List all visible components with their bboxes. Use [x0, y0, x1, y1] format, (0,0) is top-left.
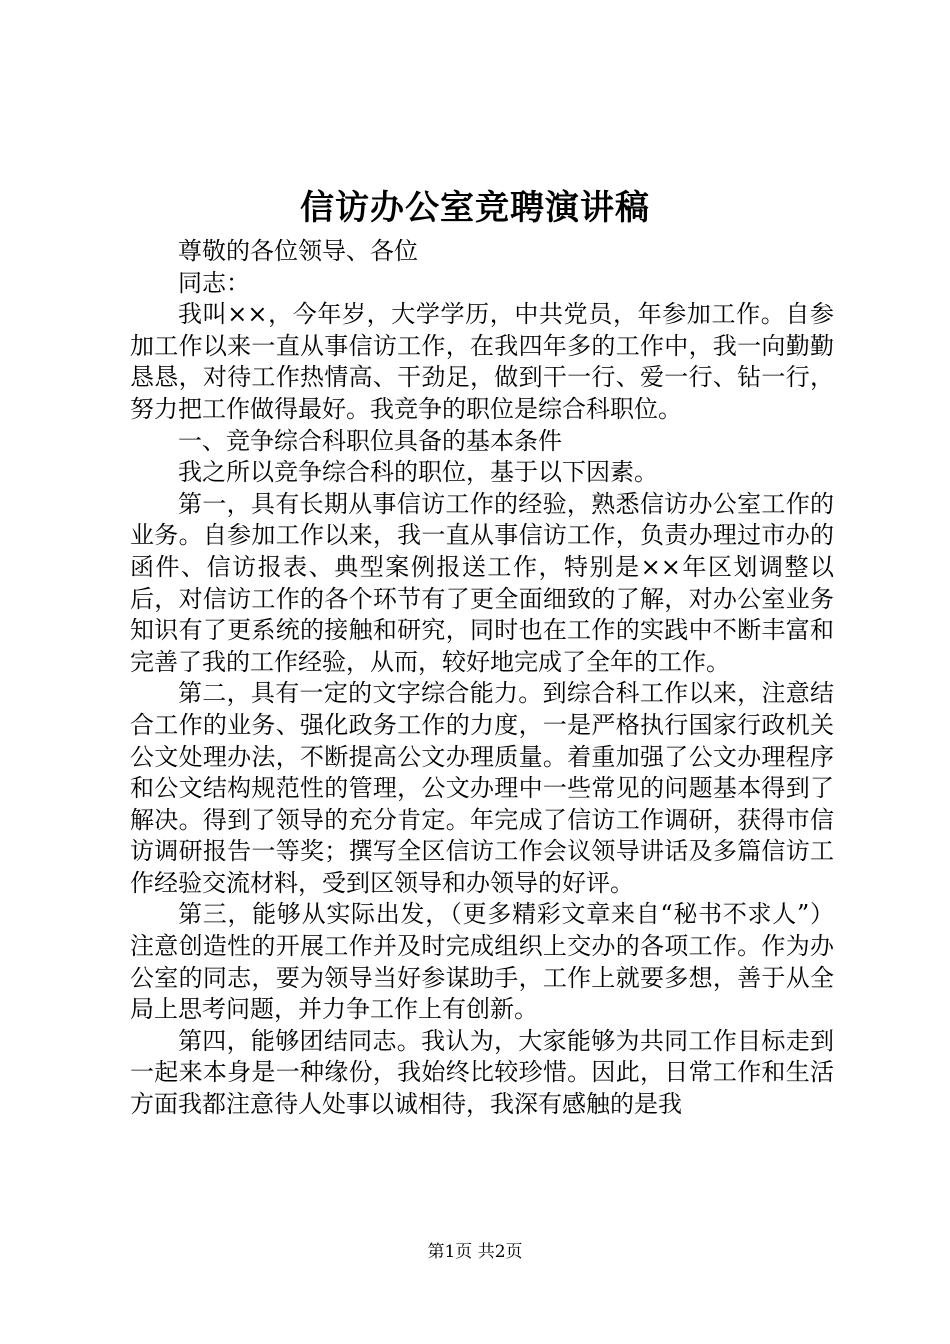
salutation-line-2: 同志： — [178, 268, 250, 297]
paragraph-first: 第一，具有长期从事信访工作的经验，熟悉信访办公室工作的业务。自参加工作以来，我一直从事信访工作，负责办理过市办的函件、信访报表、典型案例报送工作，特别是××年区划调整以后，对信访工作的各个环节有了更全面细致的了解，对办公室业务知识有了更系统的接触和研究，同时也在工作的实践中不断丰富和完善了我的工作经验，从而，较好地完成了全年的工作。 — [130, 489, 834, 676]
page-footer: 第1页 共2页 — [427, 1242, 523, 1262]
paragraph-fourth: 第四，能够团结同志。我认为，大家能够为共同工作目标走到一起来本身是一种缘份，我始终比较珍惜。因此，日常工作和生活方面我都注意待人处事以诚相待，我深有感触的是我 — [130, 1026, 834, 1119]
paragraph-intro: 我叫××，今年岁，大学学历，中共党员，年参加工作。自参加工作以来一直从事信访工作，在我四年多的工作中，我一向勤勤恳恳，对待工作热情高、干劲足，做到干一行、爱一行、钻一行，努力把工作做得最好。我竞争的职位是综合科职位。 — [130, 300, 834, 423]
document-title: 信访办公室竞聘演讲稿 — [300, 188, 650, 228]
document-body — [130, 236, 834, 1121]
section-heading: 一、竞争综合科职位具备的基本条件 — [178, 426, 562, 455]
paragraph-third: 第三，能够从实际出发，（更多精彩文章来自“秘书不求人”）注意创造性的开展工作并及时完成组织上交办的各项工作。作为办公室的同志，要为领导当好参谋助手，工作上就要多想，善于从全局上思考问题，并力争工作上有创新。 — [130, 900, 834, 1024]
salutation-line-1: 尊敬的各位领导、各位 — [178, 237, 418, 265]
paragraph-reason: 我之所以竞争综合科的职位，基于以下因素。 — [178, 458, 658, 487]
paragraph-second: 第二，具有一定的文字综合能力。到综合科工作以来，注意结合工作的业务、强化政务工作的力度，一是严格执行国家行政机关公文处理办法，不断提高公文办理质量。着重加强了公文办理程序和公文结构规范性的管理，公文办理中一些常见的问题基本得到了解决。得到了领导的充分肯定。年完成了信访工作调研，获得市信访调研报告一等奖；撰写全区信访工作会议领导讲话及多篇信访工作经验交流材料，受到区领导和办领导的好评。 — [130, 679, 834, 897]
